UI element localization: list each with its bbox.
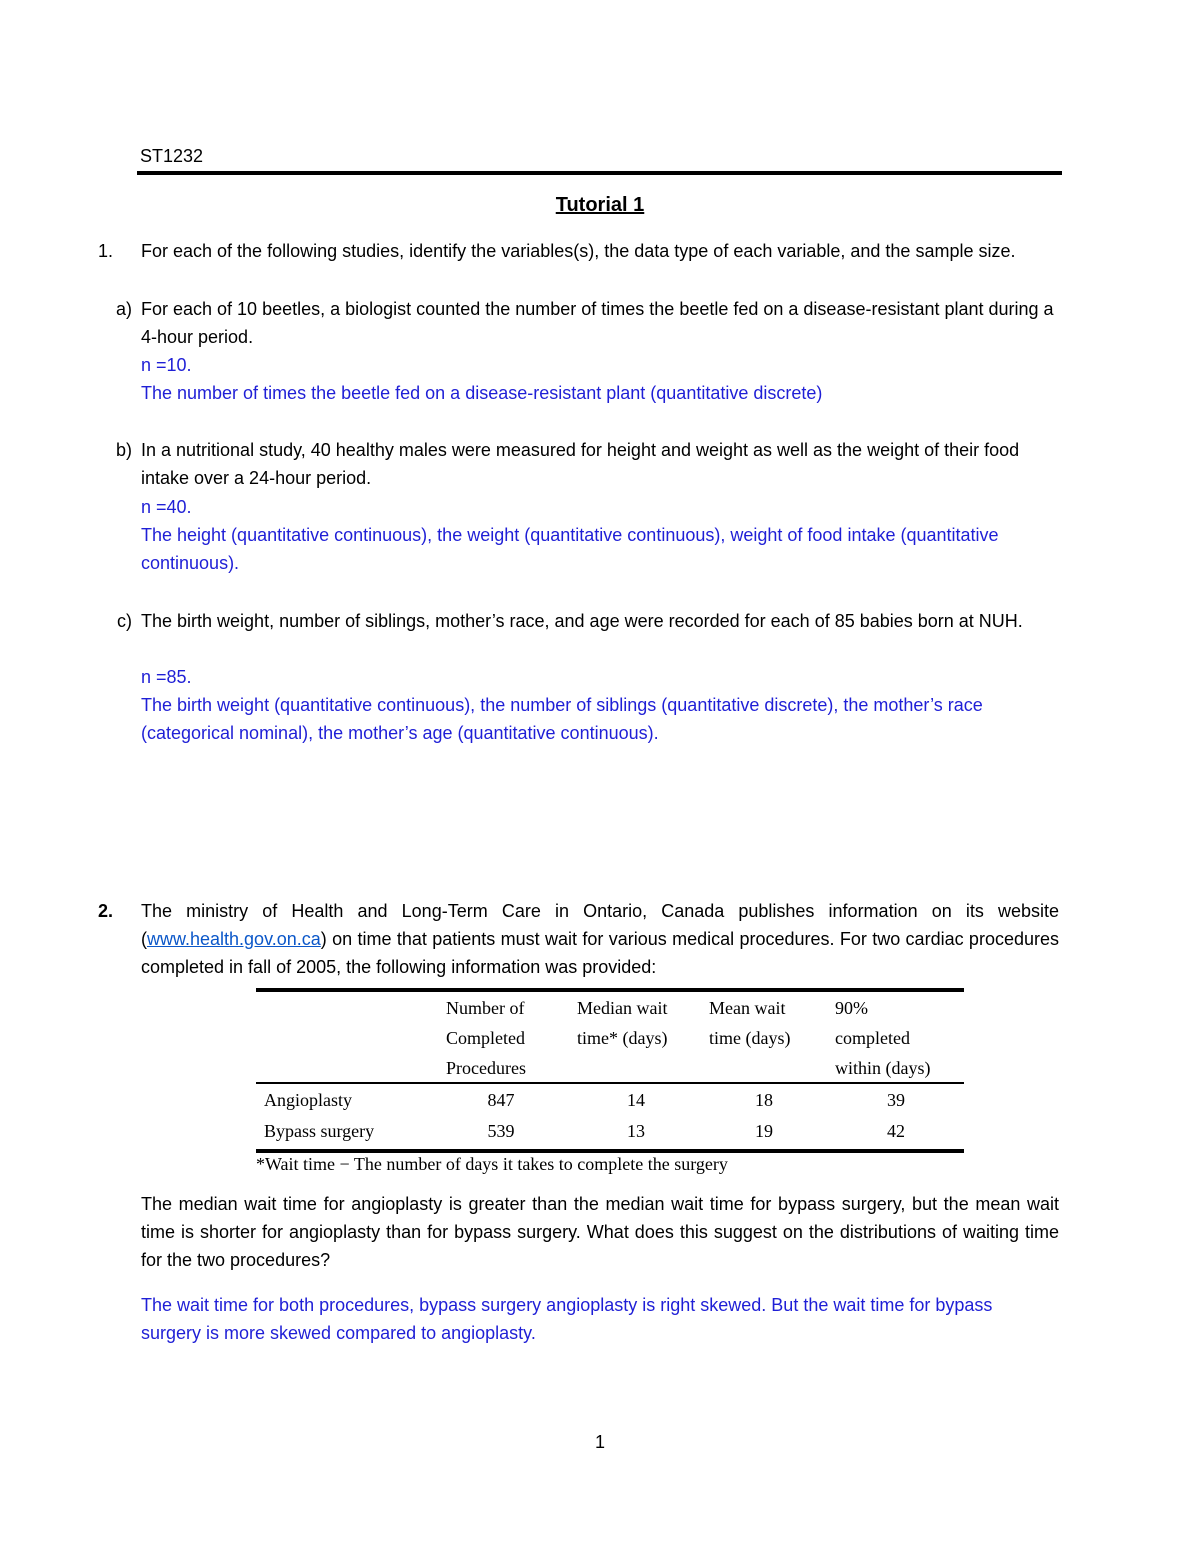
page-title: Tutorial 1 (555, 194, 645, 216)
header-median-line2: time* (days) (577, 1028, 668, 1048)
q1a-question: For each of 10 beetles, a biologist counted the number of times the beetle fed on a disease-resistant plant during a 4-hour period. (141, 299, 1054, 347)
table-header-rule (256, 1082, 964, 1084)
q1-number: 1. (98, 241, 114, 261)
q2-answer: The wait time for both procedures, bypass surgery angioplasty is right skewed. But the wait time for bypass surgery is more skewed compared to angioplasty. (141, 1295, 993, 1343)
header-rule (137, 171, 1062, 175)
q1b-answer-variables: The height (quantitative continuous), the weight (quantitative continuous), weight of food intake (quantitative continuous). (141, 525, 999, 573)
header-p90-line1: 90% (835, 998, 868, 1018)
q1c-answer-variables: The birth weight (quantitative continuous), the number of siblings (quantitative discrete), the mother’s race (categorical nominal), the mother’s age (quantitative continuous). (141, 695, 983, 743)
header-completed-line1: Number of (446, 998, 525, 1018)
table-cell-mean: 19 (755, 1121, 773, 1141)
ministry-website-link[interactable]: www.health.gov.on.ca (147, 929, 321, 949)
table-cell-completed: 847 (487, 1090, 515, 1110)
q2-question: The median wait time for angioplasty is greater than the median wait time for bypass surgery, but the mean wait time is shorter for angioplasty than for bypass surgery. What does this suggest on the distributions of waiting time for the two procedures? (141, 1194, 1059, 1270)
header-completed-line3: Procedures (446, 1058, 526, 1078)
page-number: 1 (594, 1432, 605, 1452)
table-top-rule (256, 988, 964, 992)
table-row-name: Bypass surgery (264, 1121, 375, 1141)
q1b-label: b) (115, 440, 132, 460)
table-row-name: Angioplasty (264, 1090, 352, 1110)
q1a-label: a) (115, 299, 132, 319)
header-mean-line2: time (days) (709, 1028, 791, 1048)
header-median-line1: Median wait (577, 998, 668, 1018)
q1b-question: In a nutritional study, 40 healthy males were measured for height and weight as well as the weight of their food intake over a 24-hour period. (141, 440, 1020, 488)
table-bottom-rule (256, 1149, 964, 1153)
table-cell-p90: 39 (887, 1090, 905, 1110)
q1a-answer-variables: The number of times the beetle fed on a disease-resistant plant (quantitative discrete) (141, 383, 823, 403)
header-mean (709, 993, 790, 1053)
course-code: ST1232 (140, 146, 204, 166)
header-median (577, 993, 667, 1053)
wait-time-table (256, 988, 964, 1153)
q1c-question: The birth weight, number of siblings, mother’s race, and age were recorded for each of 85 babies born at NUH. (141, 611, 1023, 631)
table-cell-median: 13 (627, 1121, 645, 1141)
q2-intro (141, 897, 1059, 981)
table-cell-mean: 18 (755, 1090, 773, 1110)
q1c-label: c) (117, 611, 132, 631)
header-p90-line3: within (days) (835, 1058, 931, 1078)
header-p90-line2: completed (835, 1028, 910, 1048)
header-mean-line1: Mean wait (709, 998, 786, 1018)
table-cell-median: 14 (627, 1090, 645, 1110)
q1-question: For each of the following studies, identify the variables(s), the data type of each variable, and the sample size. (141, 241, 1016, 261)
table-cell-p90: 42 (887, 1121, 905, 1141)
table-cell-completed: 539 (487, 1121, 515, 1141)
q1a-answer-n: n =10. (141, 355, 192, 375)
q2-intro-text-1: The ministry of Health and Long-Term Care in Ontario, Canada publishes information on its website ( (141, 901, 1059, 949)
header-completed-line2: Completed (446, 1028, 525, 1048)
header-completed (446, 993, 526, 1083)
q1c-answer-n: n =85. (141, 667, 192, 687)
q1b-answer-n: n =40. (141, 497, 192, 517)
header-p90 (835, 993, 930, 1083)
q2-intro-text-2: ) on time that patients must wait for various medical procedures. For two cardiac procedures completed in fall of 2005, the following information was provided: (141, 929, 1059, 977)
q2-number: 2. (98, 901, 114, 921)
table-footnote: *Wait time − The number of days it takes to complete the surgery (256, 1154, 728, 1174)
